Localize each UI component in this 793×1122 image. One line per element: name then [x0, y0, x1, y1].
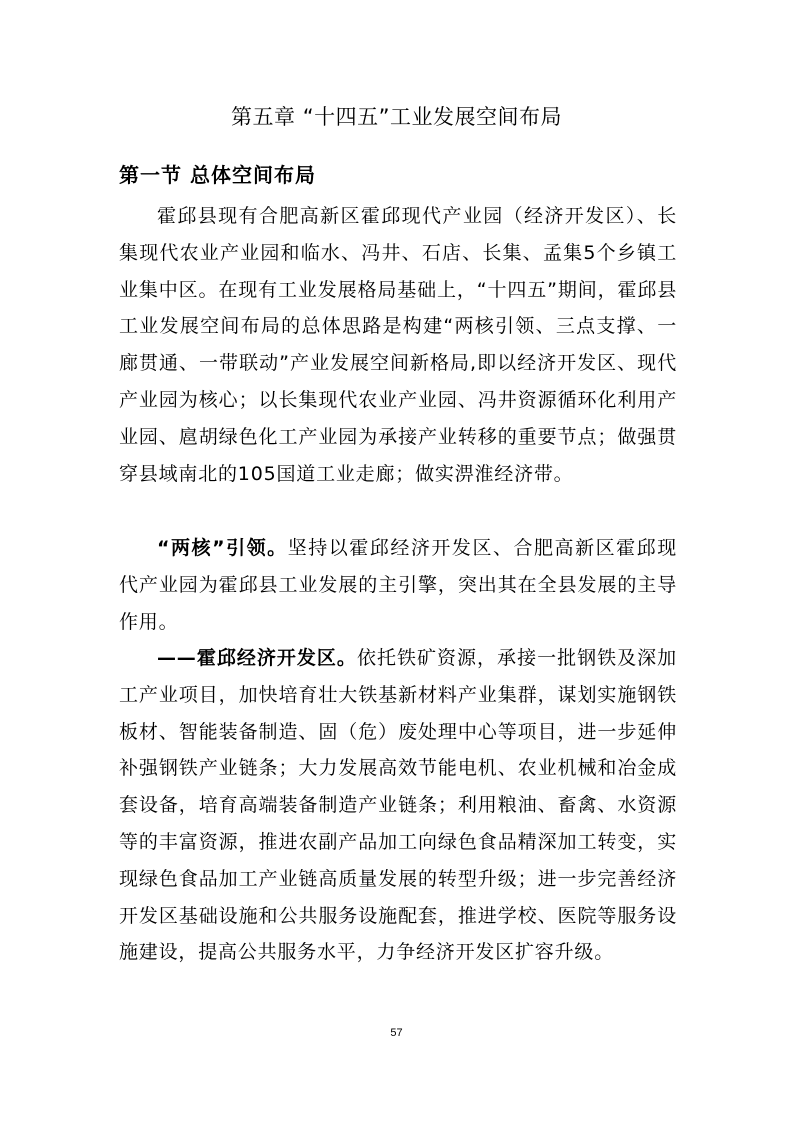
paragraph-overall-layout	[119, 198, 677, 492]
paragraph-economic-zone	[119, 640, 677, 971]
chapter-title: 第五章 “十四五”工业发展空间布局	[231, 105, 562, 129]
paragraph-lead: “两核”引领。	[157, 537, 288, 559]
paragraph-text: 依托铁矿资源，承接一批钢铁及深加工产业项目，加快培育壮大铁基新材料产业集群，谋划实施钢铁板材、智能装备制造、固（危）废处理中心等项目，进一步延伸补强钢铁产业链条；大力发展高效节能电机、农业机械和冶金成套设备，培育高端装备制造产业链条；利用粮油、畜禽、水资源等的丰富资源，推进农副产品加工向绿色食品精深加工转变，实现绿色食品加工产业链高质量发展的转型升级；进一步完善经济开发区基础设施和公共服务设施配套，推进学校、医院等服务设施建设，提高公共服务水平，力争经济开发区扩容升级。	[119, 647, 677, 964]
paragraph-text: 霍邱县现有合肥高新区霍邱现代产业园（经济开发区）、长集现代农业产业园和临水、冯井、石店、长集、孟集5个乡镇工业集中区。在现有工业发展格局基础上，“十四五”期间，霍邱县工业发展空间布局的总体思路是构建“两核引领、三点支撑、一廊贯通、一带联动”产业发展空间新格局,即以经济开发区、现代产业园为核心；以长集现代农业产业园、冯井资源循环化利用产业园、扈胡绿色化工产业园为承接产业转移的重要节点；做强贯穿县域南北的105国道工业走廊；做实淠淮经济带。	[119, 205, 677, 485]
paragraph-text: 坚持以霍邱经济开发区、合肥高新区霍邱现代产业园为霍邱县工业发展的主引擎，突出其在全县发展的主导作用。	[119, 537, 678, 633]
paragraph-two-cores	[119, 530, 677, 640]
section-title: 第一节 总体空间布局	[119, 163, 316, 187]
page-number: 57	[390, 1027, 403, 1039]
paragraph-lead: ——霍邱经济开发区。	[157, 647, 357, 669]
